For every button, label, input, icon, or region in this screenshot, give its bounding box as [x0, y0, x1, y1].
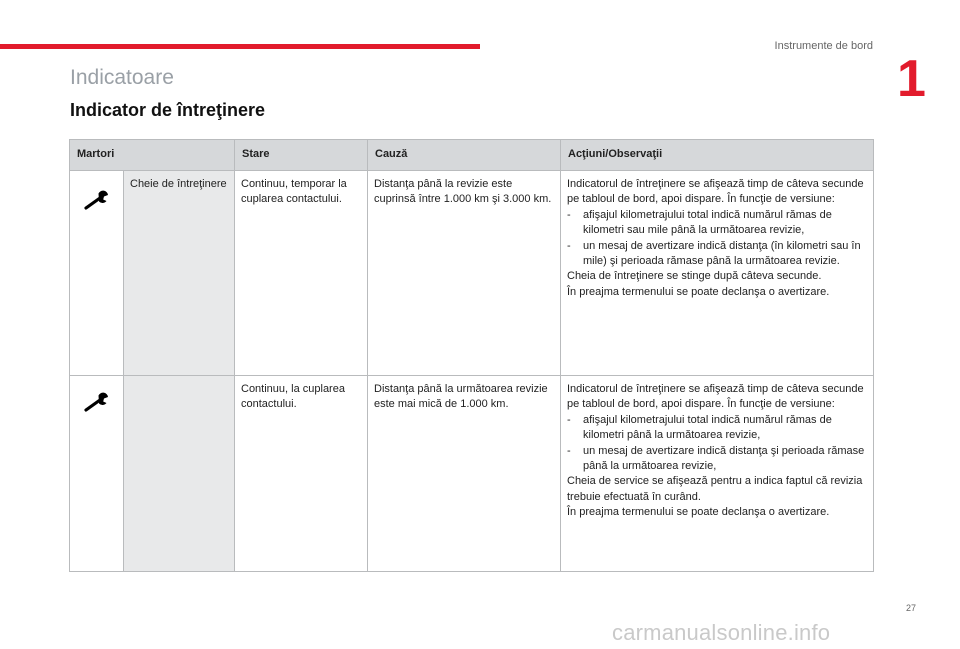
list-item: - un mesaj de avertizare indică distanţa şi perioada rămase până la următoarea revizie, — [567, 444, 867, 475]
stare-cell: Continuu, temporar la cuplarea contactului. — [235, 171, 368, 376]
table-header-row — [70, 140, 874, 171]
table-row — [70, 376, 874, 572]
stare-cell: Continuu, la cuplarea contactului. — [235, 376, 368, 572]
actiuni-note: Cheia de service se afişează pentru a indica faptul că revizia trebuie efectuată în curând. — [567, 475, 863, 503]
accent-bar — [0, 44, 480, 49]
actiuni-intro: Indicatorul de întreţinere se afişează timp de câteva secunde pe tabloul de bord, apoi dispare. În funcţie de versiune: — [567, 383, 864, 411]
col-header-actiuni: Acţiuni/Observaţii — [561, 140, 874, 171]
actiuni-note: În preajma termenului se poate declanşa o avertizare. — [567, 285, 830, 298]
bullet-text: afişajul kilometrajului total indică numărul rămas de kilometri sau mile până la următoarea revizie, — [583, 208, 832, 237]
list-item: - afişajul kilometrajului total indică numărul rămas de kilometri până la următoarea revizie, — [567, 413, 867, 444]
icon-cell — [70, 376, 124, 572]
subtitle: Indicator de întreţinere — [70, 100, 266, 120]
col-header-cauza: Cauză — [368, 140, 561, 171]
actiuni-intro: Indicatorul de întreţinere se afişează timp de câteva secunde pe tabloul de bord, apoi dispare. În funcţie de versiune: — [567, 178, 864, 206]
col-header-stare: Stare — [235, 140, 368, 171]
indicator-name — [124, 376, 235, 572]
bullet-text: un mesaj de avertizare indică distanţa şi perioada rămase până la următoarea revizie, — [583, 444, 865, 473]
page-number: 27 — [906, 603, 917, 613]
list-item: - afişajul kilometrajului total indică numărul rămas de kilometri sau mile până la următoarea revizie, — [567, 208, 867, 239]
chapter-title: Instrumente de bord — [774, 40, 873, 52]
indicator-table — [69, 139, 874, 572]
cauza-cell: Distanţa până la următoarea revizie este mai mică de 1.000 km. — [368, 376, 561, 572]
icon-cell — [70, 171, 124, 376]
bullet-text: un mesaj de avertizare indică distanţa (în kilometri sau în mile) şi perioada rămase până la următoarea revizie. — [583, 239, 861, 268]
bullet-text: afişajul kilometrajului total indică numărul rămas de kilometri până la următoarea revizie, — [583, 413, 832, 442]
cauza-cell: Distanţa până la revizie este cuprinsă între 1.000 km şi 3.000 km. — [368, 171, 561, 376]
col-header-martori: Martori — [70, 140, 235, 171]
wrench-icon — [83, 391, 111, 413]
actiuni-cell — [561, 376, 874, 572]
watermark: carmanualsonline.info — [612, 620, 831, 645]
actiuni-note: Cheia de întreţinere se stinge după câteva secunde. — [567, 270, 822, 283]
section-title: Indicatoare — [70, 66, 174, 89]
actiuni-note: În preajma termenului se poate declanşa o avertizare. — [567, 506, 830, 519]
list-item: - un mesaj de avertizare indică distanţa (în kilometri sau în mile) şi perioada rămase până la următoarea revizie. — [567, 239, 867, 270]
wrench-icon — [83, 189, 111, 211]
chapter-number: 1 — [897, 50, 926, 108]
table-row — [70, 171, 874, 376]
actiuni-cell — [561, 171, 874, 376]
indicator-name: Cheie de întreţinere — [124, 171, 235, 376]
